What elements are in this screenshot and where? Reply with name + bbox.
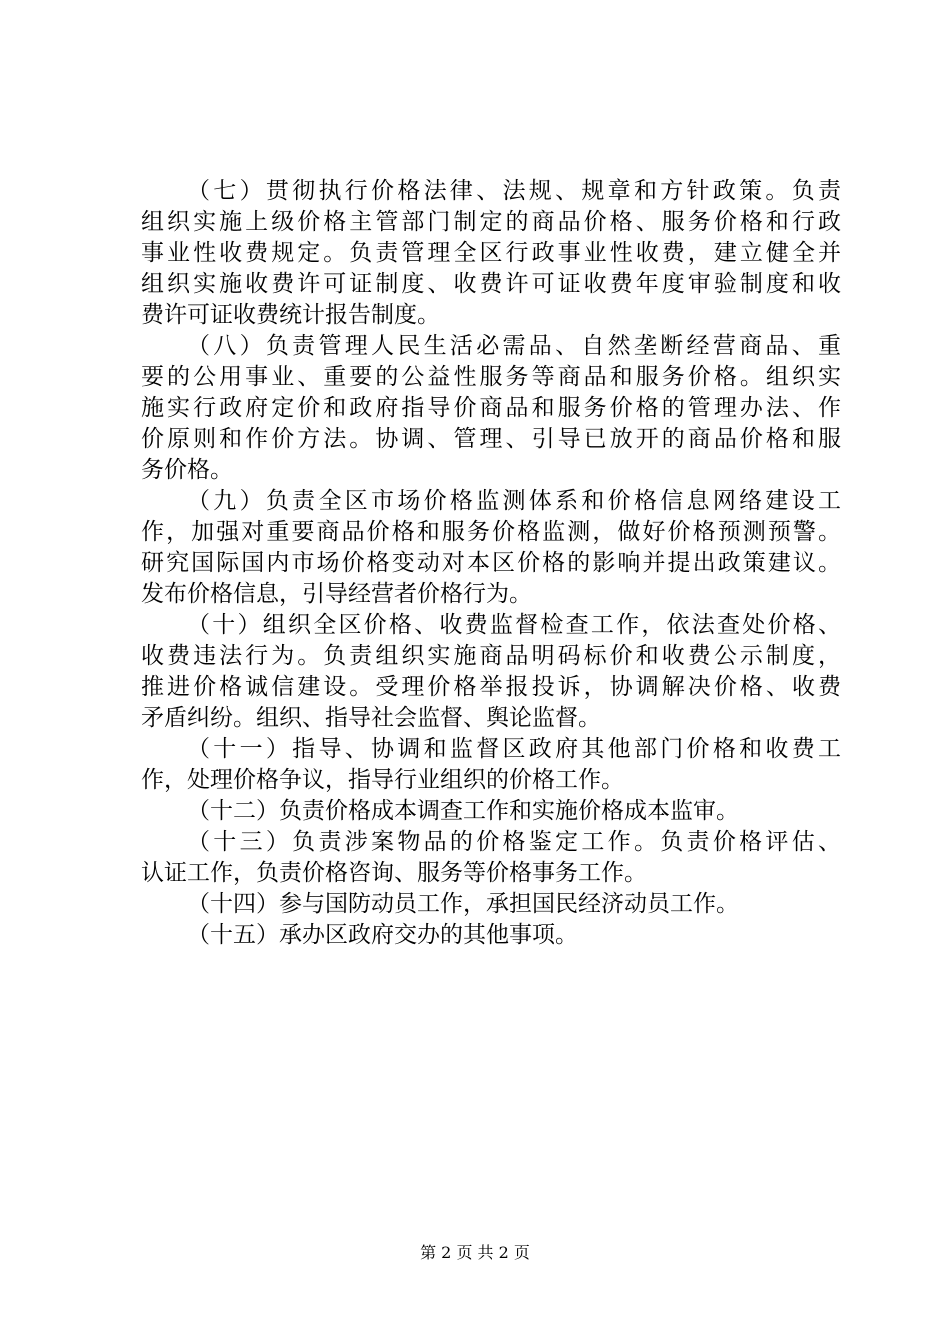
text-line: 组织实施收费许可证制度、收费许可证收费年度审验制度和收 (141, 271, 841, 297)
text-line: （十）组织全区价格、收费监督检查工作，依法查处价格、 (187, 612, 841, 638)
text-line: 矛盾纠纷。组织、指导社会监督、舆论监督。 (141, 705, 601, 731)
text-line: （十三）负责涉案物品的价格鉴定工作。负责价格评估、 (187, 829, 841, 855)
text-line: （十一）指导、协调和监督区政府其他部门价格和收费工 (187, 736, 841, 762)
body-text (141, 176, 841, 951)
paragraph-10 (141, 610, 841, 734)
text-line: 施实行政府定价和政府指导价商品和服务价格的管理办法、作 (141, 395, 841, 421)
text-line: 作，加强对重要商品价格和服务价格监测，做好价格预测预警。 (141, 519, 841, 545)
paragraph-11 (141, 734, 841, 796)
text-line: 事业性收费规定。负责管理全区行政事业性收费，建立健全并 (141, 240, 841, 266)
text-line: 推进价格诚信建设。受理价格举报投诉，协调解决价格、收费 (141, 674, 841, 700)
page-number-label: 第 2 页 共 2 页 (420, 1243, 530, 1262)
paragraph-7 (141, 176, 841, 331)
paragraph-8 (141, 331, 841, 486)
text-line: 要的公用事业、重要的公益性服务等商品和服务价格。组织实 (141, 364, 841, 390)
text-line: 组织实施上级价格主管部门制定的商品价格、服务价格和行政 (141, 209, 841, 235)
text-line: 务价格。 (141, 457, 233, 483)
text-line: 认证工作，负责价格咨询、服务等价格事务工作。 (141, 860, 647, 886)
text-line: （七）贯彻执行价格法律、法规、规章和方针政策。负责 (187, 178, 841, 204)
text-line: 收费违法行为。负责组织实施商品明码标价和收费公示制度， (141, 643, 841, 669)
text-line: （九）负责全区市场价格监测体系和价格信息网络建设工 (187, 488, 841, 514)
paragraph-15 (141, 920, 841, 951)
text-line: 价原则和作价方法。协调、管理、引导已放开的商品价格和服 (141, 426, 841, 452)
text-line: （十四）参与国防动员工作，承担国民经济动员工作。 (187, 891, 739, 917)
text-line: 研究国际国内市场价格变动对本区价格的影响并提出政策建议。 (141, 550, 841, 576)
text-line: （十二）负责价格成本调查工作和实施价格成本监审。 (187, 798, 739, 824)
text-line: 作，处理价格争议，指导行业组织的价格工作。 (141, 767, 624, 793)
paragraph-9 (141, 486, 841, 610)
paragraph-12 (141, 796, 841, 827)
text-line: （八）负责管理人民生活必需品、自然垄断经营商品、重 (187, 333, 841, 359)
paragraph-13 (141, 827, 841, 889)
text-line: 发布价格信息，引导经营者价格行为。 (141, 581, 532, 607)
paragraph-14 (141, 889, 841, 920)
page-footer (0, 1242, 950, 1264)
text-line: （十五）承办区政府交办的其他事项。 (187, 922, 578, 948)
text-line: 费许可证收费统计报告制度。 (141, 302, 440, 328)
